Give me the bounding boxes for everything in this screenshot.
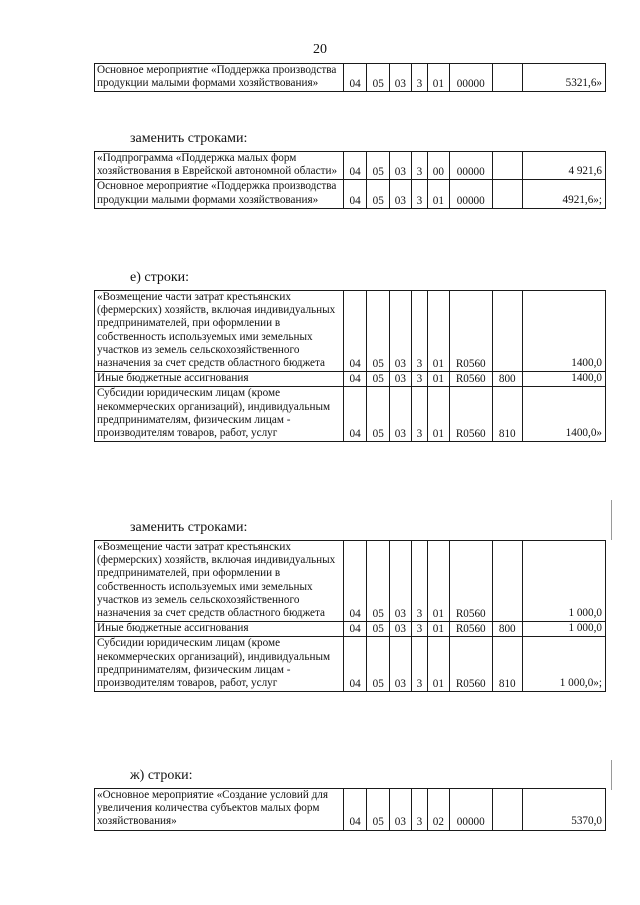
code-chapter: 04 — [343, 541, 367, 622]
row-description: Иные бюджетные ассигнования — [95, 372, 344, 387]
row-amount: 4921,6»; — [522, 180, 605, 208]
code-target-item: 00000 — [449, 180, 492, 208]
code-section: 05 — [367, 622, 390, 637]
code-expense-type — [492, 152, 522, 180]
table-row — [95, 152, 606, 180]
code-section: 05 — [367, 372, 390, 387]
code-subprogram: 01 — [428, 372, 450, 387]
code-program: 3 — [411, 637, 427, 692]
scan-artifact — [611, 760, 612, 790]
scan-artifact — [611, 500, 612, 540]
budget-table-4 — [94, 540, 606, 692]
row-description: «Основное мероприятие «Создание условий для увеличения количества субъектов малых форм хозяйствования» — [95, 789, 344, 831]
code-subsection: 03 — [390, 541, 412, 622]
code-section: 05 — [367, 291, 390, 372]
code-expense-type — [492, 789, 522, 831]
code-subsection: 03 — [390, 291, 412, 372]
row-description: «Подпрограмма «Поддержка малых форм хозяйствования в Еврейской автономной области» — [95, 152, 344, 180]
table-row — [95, 789, 606, 831]
code-chapter: 04 — [343, 387, 367, 442]
code-subsection: 03 — [390, 387, 412, 442]
code-subsection: 03 — [390, 622, 412, 637]
row-description: Иные бюджетные ассигнования — [95, 622, 344, 637]
code-subprogram: 01 — [428, 622, 450, 637]
code-expense-type: 810 — [492, 637, 522, 692]
table-row — [95, 541, 606, 622]
row-amount: 1 000,0 — [522, 622, 605, 637]
code-target-item: R0560 — [449, 387, 492, 442]
code-subprogram: 02 — [428, 789, 450, 831]
code-subprogram: 01 — [428, 387, 450, 442]
code-subprogram: 01 — [428, 180, 450, 208]
row-description: Основное мероприятие «Поддержка производства продукции малыми формами хозяйствования» — [95, 180, 344, 208]
code-section: 05 — [367, 387, 390, 442]
code-chapter: 04 — [343, 291, 367, 372]
code-program: 3 — [411, 789, 427, 831]
code-target-item: R0560 — [449, 622, 492, 637]
row-amount: 1400,0» — [522, 387, 605, 442]
section-label-replace-2: заменить строками: — [130, 520, 248, 535]
row-amount: 5370,0 — [522, 789, 605, 831]
code-subprogram: 01 — [428, 291, 450, 372]
code-section: 05 — [367, 64, 390, 92]
code-subsection: 03 — [390, 637, 412, 692]
row-amount: 1 000,0»; — [522, 637, 605, 692]
code-program: 3 — [411, 291, 427, 372]
code-chapter: 04 — [343, 789, 367, 831]
code-chapter: 04 — [343, 152, 367, 180]
table-row — [95, 622, 606, 637]
row-amount: 5321,6» — [522, 64, 605, 92]
row-amount: 1400,0 — [522, 291, 605, 372]
table-row — [95, 387, 606, 442]
row-description: Субсидии юридическим лицам (кроме некоммерческих организаций), индивидуальным предпринимателям, физическим лицам - производителям товаров, работ, услуг — [95, 387, 344, 442]
section-label-replace-1: заменить строками: — [130, 131, 248, 146]
code-expense-type: 810 — [492, 387, 522, 442]
code-target-item: R0560 — [449, 541, 492, 622]
code-subsection: 03 — [390, 372, 412, 387]
row-amount: 1 000,0 — [522, 541, 605, 622]
code-subsection: 03 — [390, 64, 412, 92]
code-subsection: 03 — [390, 152, 412, 180]
code-section: 05 — [367, 789, 390, 831]
row-amount: 4 921,6 — [522, 152, 605, 180]
code-program: 3 — [411, 541, 427, 622]
table-row — [95, 637, 606, 692]
code-expense-type — [492, 541, 522, 622]
section-label-e: е) строки: — [130, 270, 190, 285]
budget-table-1 — [94, 63, 606, 92]
code-chapter: 04 — [343, 64, 367, 92]
page-number: 20 — [313, 42, 327, 57]
code-subsection: 03 — [390, 789, 412, 831]
code-section: 05 — [367, 180, 390, 208]
code-program: 3 — [411, 152, 427, 180]
code-subprogram: 01 — [428, 64, 450, 92]
code-expense-type: 800 — [492, 622, 522, 637]
code-chapter: 04 — [343, 180, 367, 208]
code-expense-type — [492, 291, 522, 372]
code-program: 3 — [411, 387, 427, 442]
code-program: 3 — [411, 622, 427, 637]
code-expense-type — [492, 64, 522, 92]
budget-table-5 — [94, 788, 606, 831]
table-row — [95, 372, 606, 387]
budget-table-2 — [94, 151, 606, 209]
code-expense-type: 800 — [492, 372, 522, 387]
code-target-item: R0560 — [449, 291, 492, 372]
code-chapter: 04 — [343, 372, 367, 387]
code-target-item: 00000 — [449, 152, 492, 180]
table-row — [95, 291, 606, 372]
code-chapter: 04 — [343, 637, 367, 692]
row-amount: 1400,0 — [522, 372, 605, 387]
table-row — [95, 180, 606, 208]
code-subsection: 03 — [390, 180, 412, 208]
code-subprogram: 00 — [428, 152, 450, 180]
code-program: 3 — [411, 180, 427, 208]
code-subprogram: 01 — [428, 637, 450, 692]
row-description: Субсидии юридическим лицам (кроме некоммерческих организаций), индивидуальным предпринимателям, физическим лицам - производителям товаров, работ, услуг — [95, 637, 344, 692]
code-subprogram: 01 — [428, 541, 450, 622]
code-section: 05 — [367, 152, 390, 180]
code-program: 3 — [411, 372, 427, 387]
code-target-item: 00000 — [449, 789, 492, 831]
row-description: «Возмещение части затрат крестьянских (фермерских) хозяйств, включая индивидуальных предпринимателей, при оформлении в собственность используемых ими земельных участков из земель сельскохозяйственного назначения за счет средств областного бюджета — [95, 291, 344, 372]
row-description: «Возмещение части затрат крестьянских (фермерских) хозяйств, включая индивидуальных предпринимателей, при оформлении в собственность используемых ими земельных участков из земель сельскохозяйственного назначения за счет средств областного бюджета — [95, 541, 344, 622]
row-description: Основное мероприятие «Поддержка производства продукции малыми формами хозяйствования» — [95, 64, 344, 92]
code-chapter: 04 — [343, 622, 367, 637]
section-label-zh: ж) строки: — [130, 768, 193, 783]
code-program: 3 — [411, 64, 427, 92]
budget-table-3 — [94, 290, 606, 442]
code-section: 05 — [367, 637, 390, 692]
code-target-item: 00000 — [449, 64, 492, 92]
code-section: 05 — [367, 541, 390, 622]
code-target-item: R0560 — [449, 372, 492, 387]
code-target-item: R0560 — [449, 637, 492, 692]
table-row — [95, 64, 606, 92]
code-expense-type — [492, 180, 522, 208]
